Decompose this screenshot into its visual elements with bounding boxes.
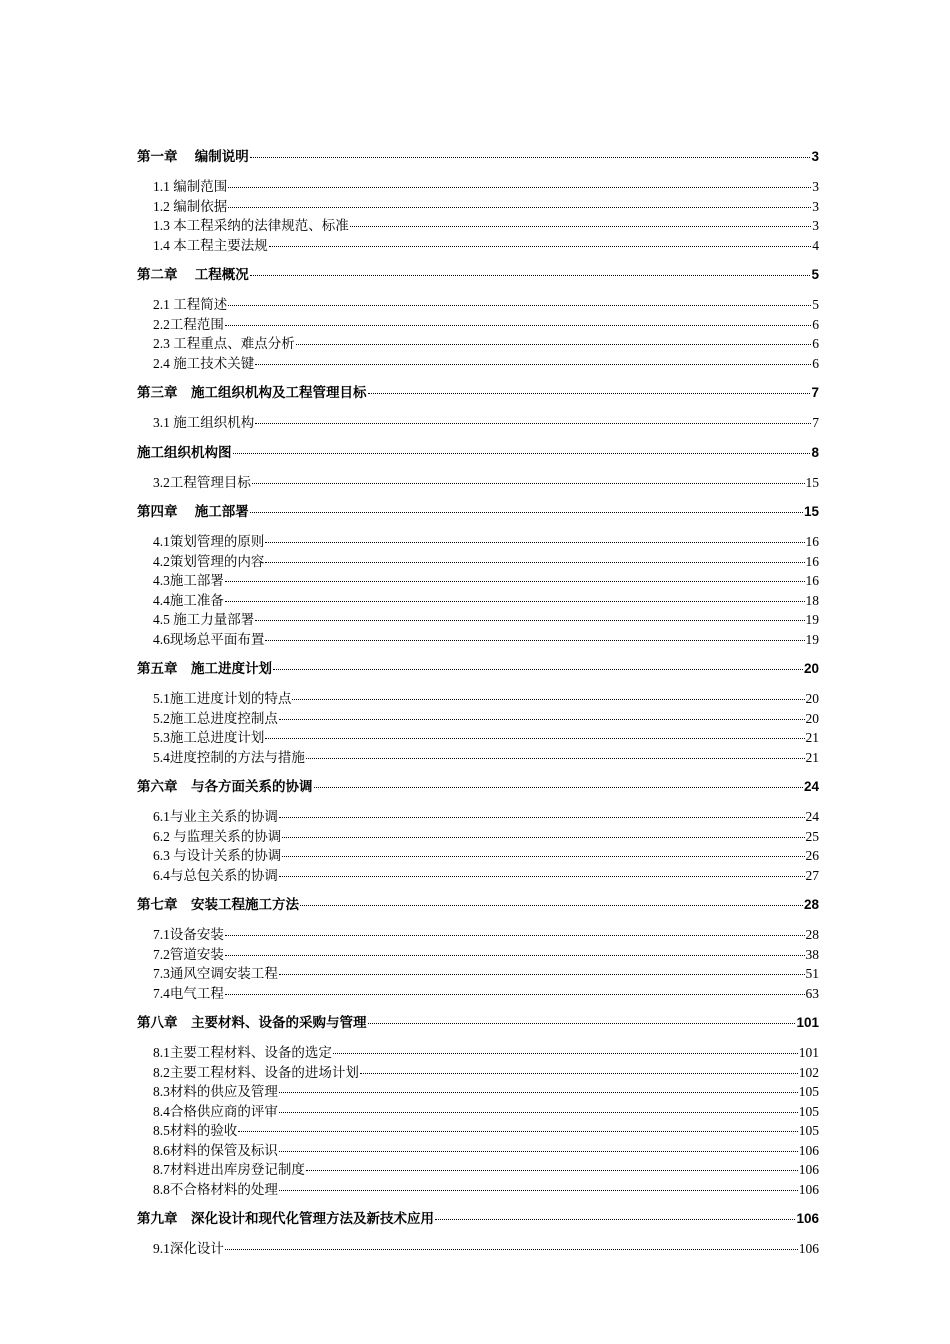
toc-entry-title: 6.4与总包关系的协调 — [153, 867, 278, 883]
dot-leader — [250, 153, 811, 158]
toc-entry-title: 第一章 编制说明 — [137, 149, 249, 164]
dot-leader — [225, 321, 811, 326]
toc-entry-title: 施工组织机构图 — [137, 444, 232, 460]
toc-entry-title: 2.3 工程重点、难点分析 — [153, 336, 295, 351]
toc-page-number: 20 — [805, 710, 819, 726]
dot-leader — [279, 1108, 798, 1113]
toc-entry-title: 6.1与业主关系的协调 — [153, 809, 278, 824]
toc-section-entry[interactable] — [137, 552, 819, 572]
dot-leader — [279, 715, 805, 720]
dot-leader — [250, 508, 803, 513]
toc-entry-title: 6.2 与监理关系的协调 — [153, 828, 282, 844]
toc-entry-title: 4.6现场总平面布置 — [153, 631, 265, 647]
toc-entry-title: 1.3 本工程采纳的法律规范、标准 — [153, 218, 349, 233]
toc-entry-title: 第七章 安装工程施工方法 — [137, 897, 299, 912]
toc-page-number: 63 — [805, 985, 819, 1001]
dot-leader — [279, 872, 805, 877]
dot-leader — [238, 1127, 797, 1132]
toc-entry-title: 4.1策划管理的原则 — [153, 534, 265, 549]
toc-page-number: 6 — [812, 336, 819, 351]
toc-section-entry[interactable] — [137, 1180, 819, 1200]
toc-entry-title: 4.5 施工力量部署 — [153, 612, 255, 627]
dot-leader — [250, 271, 811, 276]
toc-section-entry[interactable] — [137, 945, 819, 965]
toc-entry-title: 7.4电气工程 — [153, 985, 224, 1001]
toc-page-number: 3 — [812, 198, 819, 214]
toc-entry-title: 5.4进度控制的方法与措施 — [153, 749, 305, 765]
toc-page-number: 38 — [805, 946, 819, 962]
dot-leader — [282, 833, 804, 838]
toc-section-entry[interactable] — [137, 1063, 819, 1083]
dot-leader — [282, 852, 804, 857]
toc-section-entry[interactable] — [137, 1141, 819, 1161]
toc-section-entry[interactable] — [137, 473, 819, 493]
toc-chapter-entry[interactable] — [137, 1208, 819, 1230]
dot-leader — [279, 1186, 798, 1191]
toc-entry-title: 8.1主要工程材料、设备的选定 — [153, 1045, 332, 1060]
dot-leader — [300, 901, 803, 906]
toc-section-entry[interactable] — [137, 1102, 819, 1122]
toc-page-number: 26 — [805, 848, 819, 863]
dot-leader — [265, 636, 804, 641]
dot-leader — [306, 1166, 798, 1171]
toc-entry-title: 8.4合格供应商的评审 — [153, 1103, 278, 1119]
toc-section-entry[interactable] — [137, 197, 819, 217]
toc-page-number: 101 — [798, 1045, 819, 1060]
toc-entry-title: 7.3通风空调安装工程 — [153, 966, 278, 981]
toc-entry-title: 1.2 编制依据 — [153, 198, 228, 214]
toc-entry-title: 8.3材料的供应及管理 — [153, 1084, 278, 1099]
toc-page-number: 28 — [805, 927, 819, 942]
toc-section-entry[interactable] — [137, 807, 819, 827]
toc-entry-title: 第二章 工程概况 — [137, 267, 249, 282]
dot-leader — [279, 813, 805, 818]
toc-page-number: 19 — [805, 612, 819, 627]
dot-leader — [306, 754, 805, 759]
toc-page-number: 3 — [812, 218, 819, 233]
toc-page-number: 27 — [805, 867, 819, 883]
dot-leader — [225, 990, 805, 995]
toc-section-entry[interactable] — [137, 1043, 819, 1063]
dot-leader — [225, 931, 805, 936]
toc-entry-title: 7.2管道安装 — [153, 946, 224, 962]
toc-chapter-entry[interactable] — [137, 776, 819, 798]
toc-section-entry[interactable] — [137, 413, 819, 433]
toc-page-number: 51 — [805, 966, 819, 981]
toc-chapter-entry[interactable] — [137, 894, 819, 916]
table-of-contents — [137, 146, 819, 1259]
toc-section-entry[interactable] — [137, 216, 819, 236]
dot-leader — [228, 183, 811, 188]
dot-leader — [360, 1069, 798, 1074]
toc-section-entry[interactable] — [137, 571, 819, 591]
dot-leader — [296, 340, 812, 345]
toc-section-entry[interactable] — [137, 315, 819, 335]
toc-page-number: 106 — [798, 1241, 819, 1256]
toc-section-entry[interactable] — [137, 866, 819, 886]
toc-page-number: 106 — [798, 1142, 819, 1158]
toc-page-number: 6 — [812, 355, 819, 371]
toc-section-entry[interactable] — [137, 748, 819, 768]
toc-entry-title: 4.3施工部署 — [153, 573, 224, 588]
toc-section-entry[interactable] — [137, 1160, 819, 1180]
toc-section-entry[interactable] — [137, 610, 819, 630]
toc-entry-title: 第五章 施工进度计划 — [137, 661, 272, 676]
dot-leader — [265, 558, 804, 563]
dot-leader — [279, 1088, 798, 1093]
toc-page-number: 20 — [803, 661, 819, 676]
toc-page-number: 106 — [798, 1181, 819, 1197]
toc-page-number: 6 — [812, 316, 819, 332]
toc-section-entry[interactable] — [137, 827, 819, 847]
toc-section-entry[interactable] — [137, 925, 819, 945]
toc-page-number: 24 — [805, 809, 819, 824]
toc-chapter-entry[interactable] — [137, 382, 819, 404]
dot-leader — [435, 1215, 795, 1220]
toc-entry-title: 第六章 与各方面关系的协调 — [137, 779, 313, 794]
toc-section-entry[interactable] — [137, 354, 819, 374]
dot-leader — [228, 301, 811, 306]
dot-leader — [228, 203, 811, 208]
toc-page-number: 19 — [805, 631, 819, 647]
toc-page-number: 8 — [811, 444, 819, 460]
dot-leader — [225, 577, 805, 582]
dot-leader — [255, 419, 811, 424]
toc-section-entry[interactable] — [137, 236, 819, 256]
toc-page-number: 3 — [812, 179, 819, 194]
toc-page-number: 101 — [796, 1015, 819, 1030]
toc-section-entry[interactable] — [137, 630, 819, 650]
toc-section-entry[interactable] — [137, 1082, 819, 1102]
toc-section-entry[interactable] — [137, 689, 819, 709]
toc-section-entry[interactable] — [137, 295, 819, 315]
toc-page-number: 3 — [811, 149, 819, 164]
toc-chapter-entry[interactable] — [137, 658, 819, 680]
dot-leader — [292, 695, 804, 700]
toc-section-entry[interactable] — [137, 846, 819, 866]
toc-entry-title: 8.8不合格材料的处理 — [153, 1181, 278, 1197]
toc-page-number: 7 — [812, 415, 819, 430]
toc-section-entry[interactable] — [137, 591, 819, 611]
toc-page-number: 18 — [805, 592, 819, 608]
toc-section-entry[interactable] — [137, 728, 819, 748]
toc-entry-title: 1.4 本工程主要法规 — [153, 237, 268, 253]
toc-section-entry[interactable] — [137, 1121, 819, 1141]
toc-page-number: 105 — [798, 1123, 819, 1138]
toc-chapter-entry[interactable] — [137, 146, 819, 168]
toc-entry-title: 7.1设备安装 — [153, 927, 224, 942]
toc-page-number: 25 — [805, 828, 819, 844]
toc-page-number: 7 — [811, 385, 819, 400]
toc-section-entry[interactable] — [137, 532, 819, 552]
toc-page-number: 21 — [805, 730, 819, 745]
dot-leader — [279, 970, 805, 975]
dot-leader — [255, 616, 804, 621]
dot-leader — [265, 734, 804, 739]
dot-leader — [233, 449, 811, 454]
toc-section-entry[interactable] — [137, 709, 819, 729]
toc-entry-title: 8.2主要工程材料、设备的进场计划 — [153, 1064, 359, 1080]
dot-leader — [269, 242, 812, 247]
toc-page-number: 5 — [812, 297, 819, 312]
dot-leader — [252, 479, 805, 484]
toc-page-number: 106 — [796, 1211, 819, 1226]
toc-entry-title: 4.4施工准备 — [153, 592, 224, 608]
toc-page-number: 16 — [805, 534, 819, 549]
toc-page-number: 21 — [805, 749, 819, 765]
dot-leader — [255, 360, 811, 365]
dot-leader — [225, 1245, 798, 1250]
toc-section-entry[interactable] — [137, 984, 819, 1004]
toc-entry-title: 3.2工程管理目标 — [153, 474, 251, 490]
toc-page-number: 5 — [811, 267, 819, 282]
toc-chapter-entry[interactable] — [137, 1012, 819, 1034]
toc-entry-title: 第三章 施工组织机构及工程管理目标 — [137, 385, 367, 400]
toc-entry-title: 5.1施工进度计划的特点 — [153, 691, 292, 706]
toc-entry-title: 3.1 施工组织机构 — [153, 415, 255, 430]
toc-entry-title: 4.2策划管理的内容 — [153, 553, 265, 569]
dot-leader — [265, 538, 804, 543]
dot-leader — [314, 783, 803, 788]
dot-leader — [225, 951, 805, 956]
toc-page-number: 4 — [812, 237, 819, 253]
toc-page-number: 28 — [803, 897, 819, 912]
toc-page-number: 24 — [803, 779, 819, 794]
toc-section-entry[interactable] — [137, 964, 819, 984]
toc-entry-title: 5.2施工总进度控制点 — [153, 710, 278, 726]
toc-page-number: 105 — [798, 1103, 819, 1119]
toc-entry-title: 第四章 施工部署 — [137, 504, 249, 519]
toc-entry-title: 9.1深化设计 — [153, 1241, 224, 1256]
dot-leader — [273, 665, 803, 670]
toc-entry-title: 1.1 编制范围 — [153, 179, 228, 194]
toc-page-number: 20 — [805, 691, 819, 706]
toc-entry-title: 8.6材料的保管及标识 — [153, 1142, 278, 1158]
toc-chapter-entry[interactable] — [137, 501, 819, 523]
toc-entry-title: 2.4 施工技术关键 — [153, 355, 255, 371]
toc-page-number: 106 — [798, 1162, 819, 1177]
dot-leader — [333, 1049, 798, 1054]
toc-entry-title: 2.1 工程简述 — [153, 297, 228, 312]
dot-leader — [279, 1147, 798, 1152]
toc-entry-title: 第八章 主要材料、设备的采购与管理 — [137, 1015, 367, 1030]
toc-entry-title: 8.5材料的验收 — [153, 1123, 238, 1138]
toc-entry-title: 5.3施工总进度计划 — [153, 730, 265, 745]
dot-leader — [368, 389, 811, 394]
toc-page-number: 15 — [803, 504, 819, 519]
toc-entry-title: 第九章 深化设计和现代化管理方法及新技术应用 — [137, 1211, 434, 1226]
dot-leader — [350, 222, 812, 227]
toc-entry-title: 8.7材料进出库房登记制度 — [153, 1162, 305, 1177]
dot-leader — [225, 597, 805, 602]
toc-section-entry[interactable] — [137, 1239, 819, 1259]
toc-page-number: 16 — [805, 553, 819, 569]
toc-chapter-entry[interactable] — [137, 442, 819, 464]
toc-entry-title: 6.3 与设计关系的协调 — [153, 848, 282, 863]
toc-entry-title: 2.2工程范围 — [153, 316, 224, 332]
toc-page-number: 102 — [798, 1064, 819, 1080]
toc-page-number: 15 — [805, 474, 819, 490]
toc-section-entry[interactable] — [137, 177, 819, 197]
toc-section-entry[interactable] — [137, 334, 819, 354]
dot-leader — [368, 1019, 796, 1024]
toc-chapter-entry[interactable] — [137, 264, 819, 286]
toc-page-number: 105 — [798, 1084, 819, 1099]
toc-page-number: 16 — [805, 573, 819, 588]
